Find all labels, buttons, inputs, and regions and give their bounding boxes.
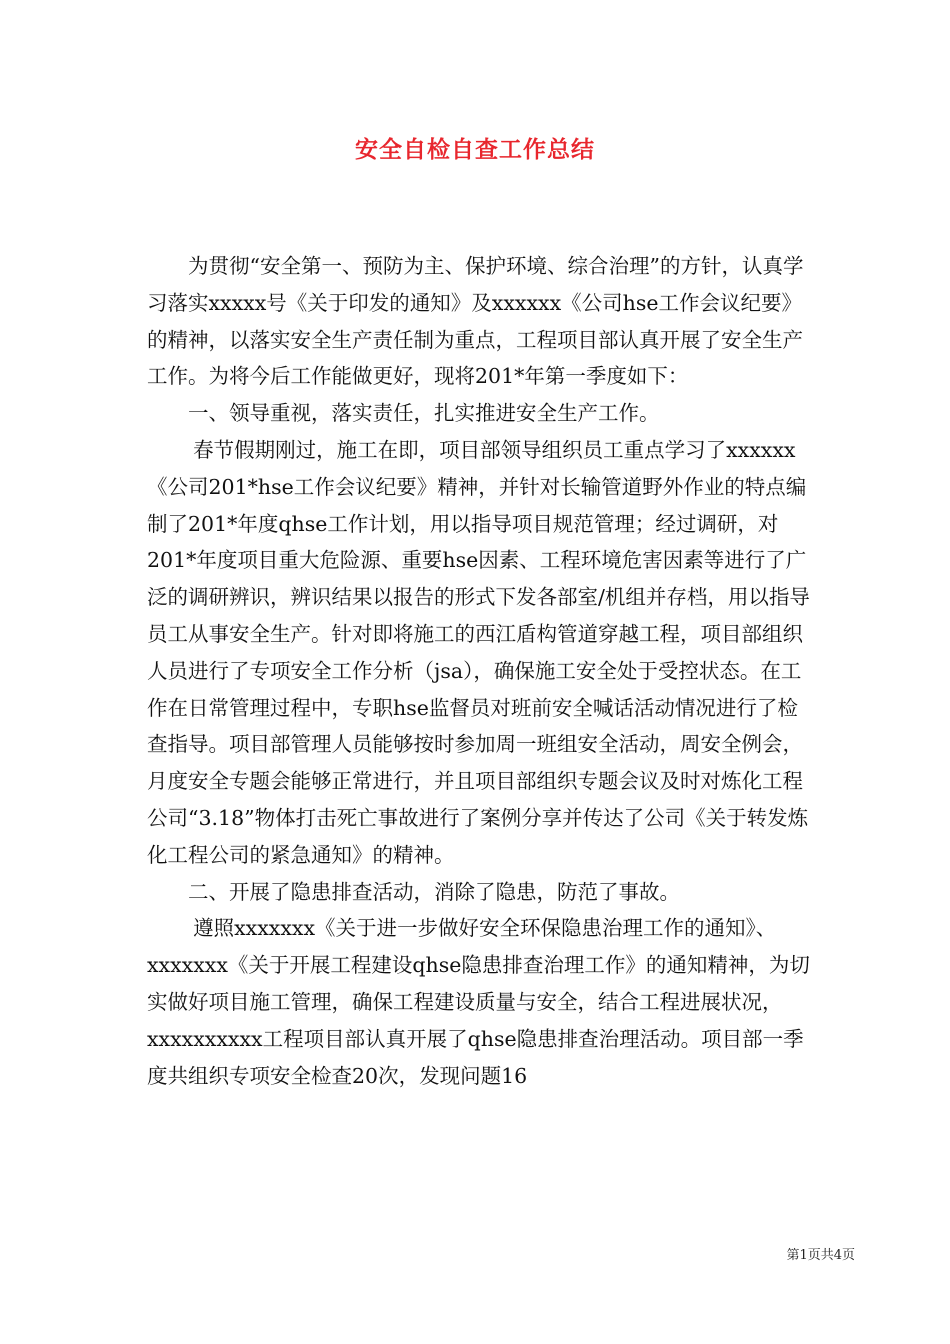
paragraph-section-1: 春节假期刚过，施工在即，项目部领导组织员工重点学习了xxxxxx《公司201*hse工作会议纪要》精神，并针对长输管道野外作业的特点编制了201*年度qhse工作计划，用以指导项目规范管理；经过调研，对201*年度项目重大危险源、重要hse因素、工程环境危害因素等进行了广泛的调研辨识，辨识结果以报告的形式下发各部室/机组并存档，用以指导员工从事安全生产。针对即将施工的西江盾构管道穿越工程，项目部组织人员进行了专项安全工作分析（jsa），确保施工安全处于受控状态。在工作在日常管理过程中，专职hse监督员对班前安全喊话活动情况进行了检查指导。项目部管理人员能够按时参加周一班组安全活动，周安全例会，月度安全专题会能够正常进行，并且项目部组织专题会议及时对炼化工程公司“3.18”物体打击死亡事故进行了案例分享并传达了公司《关于转发炼化工程公司的紧急通知》的精神。 [147,437,810,867]
document-body [147,248,811,1094]
paragraph-intro: 为贯彻“安全第一、预防为主、保护环境、综合治理”的方针，认真学习落实xxxxx号《关于印发的通知》及xxxxxx《公司hse工作会议纪要》的精神，以落实安全生产责任制为重点，工程项目部认真开展了安全生产工作。为将今后工作能做更好，现将201*年第一季度如下： [147,254,804,389]
page-number: 第1页共4页 [786,1248,855,1263]
document-title: 安全自检自查工作总结 [355,137,595,163]
section-heading-1: 一、领导重视，落实责任，扎实推进安全生产工作。 [188,401,660,426]
section-heading-2: 二、开展了隐患排查活动，消除了隐患，防范了事故。 [188,879,680,904]
paragraph-section-2: 遵照xxxxxxx《关于进一步做好安全环保隐患治理工作的通知》、xxxxxxx《关于开展工程建设qhse隐患排查治理工作》的通知精神，为切实做好项目施工管理，确保工程建设质量与安全，结合工程进展状况，xxxxxxxxxx工程项目部认真开展了qhse隐患排查治理活动。项目部一季度共组织专项安全检查20次，发现问题16 [147,916,810,1088]
